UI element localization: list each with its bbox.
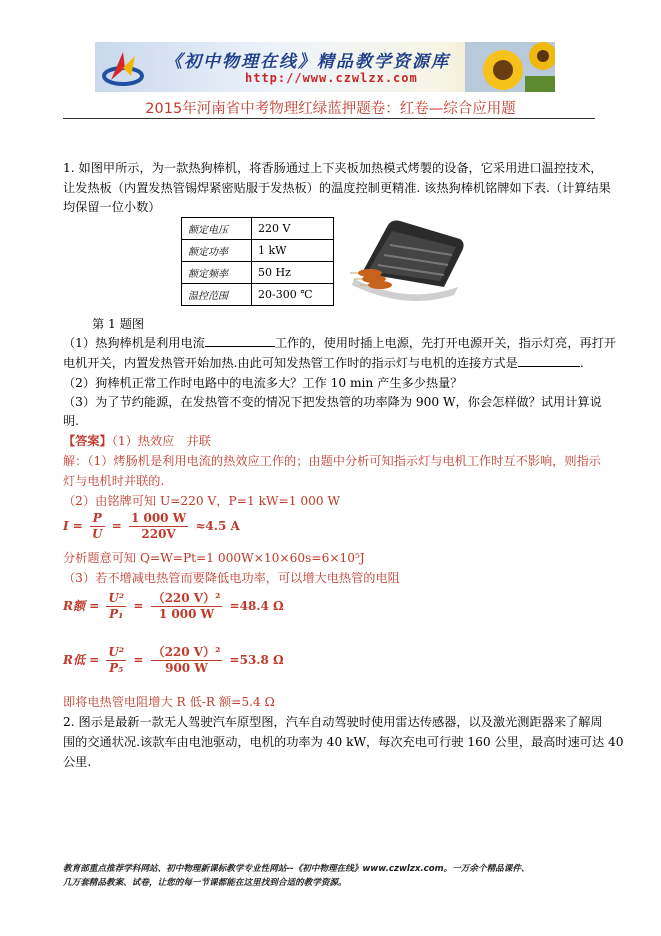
eq1-num: P <box>90 511 104 527</box>
eq3-frac-numeric <box>151 645 223 676</box>
eq1-den: U <box>92 527 103 541</box>
eq3-den2: 900 W <box>165 661 208 675</box>
q1-part1-text-d: . <box>579 356 584 370</box>
equation-low-resistance: R低 = $\frac{\text{U²}}{\text{P₅}}$ = $\frac{\text{（220 V）²}}{900 W}$ =53.8 Ω <box>63 645 284 675</box>
eq1-den2: 220V <box>141 527 176 541</box>
q2-line3: 公里. <box>63 755 92 769</box>
banner-title: 《初中物理在线》精品教学资源库 <box>165 52 450 72</box>
q1-part3-line2: 明. <box>63 414 80 428</box>
spec-table <box>181 217 334 306</box>
spec-value: 220 V <box>252 218 334 240</box>
spec-value: 20-300 ℃ <box>252 284 334 306</box>
eq1-num2: 1 000 W <box>130 511 187 525</box>
q1-line3: 均保留一位小数） <box>63 200 161 214</box>
eq2-frac-numeric <box>151 591 223 622</box>
spec-key: 额定频率 <box>182 262 252 284</box>
spec-key: 温控范围 <box>182 284 252 306</box>
table-row <box>182 284 334 306</box>
eq3-result: =53.8 Ω <box>229 653 284 667</box>
q1-line1: 1. 如图甲所示，为一款热狗棒机，将香肠通过上下夹板加热模式烤製的设备，它采用进口温控技术， <box>63 161 603 175</box>
footer-line1: 教育部重点推荐学科网站、初中物理新课标教学专业性网站--《初中物理在线》www.czwlzx.com。一万余个精品课件、 <box>63 864 530 874</box>
q1-part1-line2 <box>63 353 603 373</box>
footer <box>63 862 603 890</box>
q1-part3-line1: （3）为了节约能源，在发热管不变的情况下把发热管的功率降为 900 W，你会怎样做？试用计算说 <box>63 395 602 409</box>
eq3-num2: （220 V）² <box>152 645 221 659</box>
eq2-den2: 1 000 W <box>158 607 215 621</box>
logo-icon <box>101 46 145 88</box>
eq1-lhs: I <box>63 519 69 533</box>
solution-part3: （3）若不增减电热管而要降低电功率，可以增大电热管的电阻 <box>63 571 400 585</box>
title-divider <box>63 118 595 119</box>
eq2-num: U² <box>108 591 125 605</box>
answer-text: （1）热效应 并联 <box>111 434 211 448</box>
eq2-frac-symbolic <box>106 591 126 622</box>
eq3-num: U² <box>108 645 125 659</box>
eq3-den: P₅ <box>109 661 124 675</box>
eq1-frac-symbolic <box>90 511 104 542</box>
q2-line2: 围的交通状况.该款车由电池驱动，电机的功率为 40 kW，每次充电可行驶 160 公里，最高时速可达 40 <box>63 735 624 749</box>
eq3-lhs: R低 <box>63 653 85 667</box>
eq2-result: =48.4 Ω <box>229 599 284 613</box>
q1-part2: （2）狗棒机正常工作时电路中的电流多大？工作 10 min 产生多少热量？ <box>63 376 463 390</box>
solution-line1: 解：（1）烤肠机是利用电流的热效应工作的；由题中分析可知指示灯与电机工作时互不影响，则指示 <box>63 454 601 468</box>
footer-line2: 几万套精品教案、试卷，让您的每一节课都能在这里找到合适的教学资源。 <box>63 878 347 888</box>
header-banner <box>95 42 555 92</box>
table-row <box>182 240 334 262</box>
hotdog-machine-image <box>348 213 468 303</box>
table-row <box>182 218 334 240</box>
eq3-frac-symbolic <box>106 645 126 676</box>
page-title: 2015年河南省中考物理红绿蓝押题卷：红卷—综合应用题 <box>145 101 516 117</box>
banner-url: http://www.czwlzx.com <box>245 71 418 85</box>
answer-label: 【答案】 <box>63 434 112 448</box>
answer-heading <box>63 431 603 451</box>
solution-heat: 分析题意可知 Q=W=Pt=1 000W×10×60s=6×10⁵J <box>63 551 365 565</box>
q2-line1: 2. 图示是最新一款无人驾驶汽车原型图，汽车自动驾驶时使用雷达传感器，以及激光测距器来了解周 <box>63 715 603 729</box>
equation-rated-resistance: R额 = $\frac{\text{U²}}{\text{P₁}}$ = $\frac{\text{（220 V）²}}{1 000 W}$ =48.4 Ω <box>63 591 284 621</box>
eq2-num2: （220 V）² <box>152 591 221 605</box>
q1-part1-text-a: （1）热狗棒机是利用电流 <box>63 336 205 350</box>
spec-value: 1 kW <box>252 240 334 262</box>
q1-line2: 让发热板（内置发热管锡焊紧密贴服于发热板）的温度控制更精准. 该热狗棒机铭牌如下表.（计算结果 <box>63 181 611 195</box>
solution-part2: （2）由铭牌可知 U=220 V，P=1 kW=1 000 W <box>63 494 341 508</box>
eq1-result: ≈4.5 A <box>195 519 240 533</box>
spec-key: 额定功率 <box>182 240 252 262</box>
q1-part1-text-c: 电机开关，内置发热管开始加热.由此可知发热管工作时的指示灯与电机的连接方式是 <box>63 356 518 370</box>
eq1-frac-numeric <box>129 511 188 542</box>
solution-conclusion: 即将电热管电阻增大 R 低-R 额=5.4 Ω <box>63 695 275 709</box>
q1-part1-text-b: 工作的，使用时插上电源，先打开电源开关，指示灯亮，再打开 <box>274 336 617 350</box>
answer-blank[interactable] <box>205 335 275 347</box>
equation-current: I = $\frac{P}{U}$ = $\frac{1 000 W}{220V}$ ≈4.5 A <box>63 511 240 541</box>
solution-line2: 灯与电机时并联的. <box>63 474 165 488</box>
eq2-lhs: R额 <box>63 599 85 613</box>
q1-part1-line1 <box>63 333 617 353</box>
spec-key: 额定电压 <box>182 218 252 240</box>
figure-caption: 第 1 题图 <box>92 317 145 331</box>
table-row <box>182 262 334 284</box>
answer-blank[interactable] <box>518 355 580 367</box>
eq2-den: P₁ <box>109 607 124 621</box>
spec-value: 50 Hz <box>252 262 334 284</box>
sunflower-icon <box>465 42 555 92</box>
